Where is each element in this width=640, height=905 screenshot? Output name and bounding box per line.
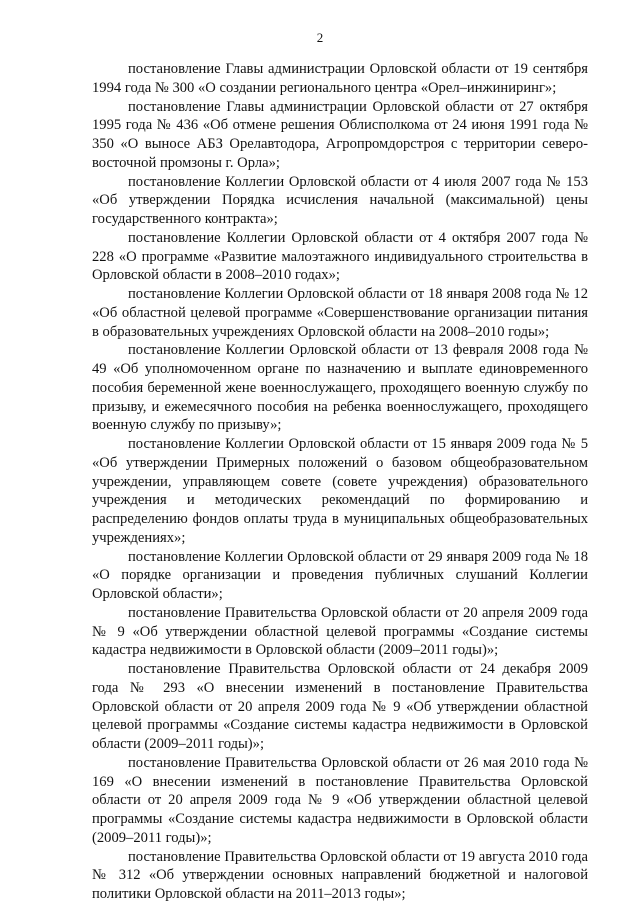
paragraph: постановление Коллегии Орловской области от 18 января 2008 года № 12 «Об областной целевой программе «Совершенствование организации питания в образовательных учреждениях Орловской области на 2008–2010 годы»; — [92, 286, 588, 340]
paragraph: постановление Коллегии Орловской области от 13 февраля 2008 года № 49 «Об уполномоченном органе по назначению и выплате единовременного пособия беременной жене военнослужащего, проходящего военную службу по призыву, и ежемесячного пособия на ребенка военнослужащего, проходящего военную службу по призыву»; — [92, 342, 588, 434]
paragraph: постановление Коллегии Орловской области от 4 октября 2007 года № 228 «О программе «Развитие малоэтажного индивидуального строительства в Орловской области в 2008–2010 годах»; — [92, 229, 588, 284]
paragraph: постановление Главы администрации Орловской области от 19 сентября 1994 года № 300 «О создании регионального центра «Орел–инжиниринг»; — [92, 61, 588, 96]
paragraph: постановление Коллегии Орловской области от 29 января 2009 года № 18 «О порядке организации и проведения публичных слушаний Коллегии Орловской области»; — [92, 548, 588, 602]
document-body — [92, 60, 588, 904]
paragraph: постановление Правительства Орловской области от 20 апреля 2009 года № 9 «Об утверждении областной целевой программы «Создание системы кадастра недвижимости в Орловской области (2009–2011 годы)»; — [92, 604, 588, 659]
page-number: 2 — [316, 30, 324, 45]
paragraph: постановление Правительства Орловской области от 19 августа 2010 года № 312 «Об утверждении основных направлений бюджетной и налоговой политики Орловской области на 2011–2013 годы»; — [92, 848, 588, 902]
paragraph: постановление Главы администрации Орловской области от 27 октября 1995 года № 436 «Об отмене решения Облисполкома от 24 июня 1991 года № 350 «О выносе АБЗ Орелавтодора, Агропромдорстроя с территории северо-восточной промзоны г. Орла»; — [92, 98, 588, 171]
paragraph: постановление Коллегии Орловской области от 15 января 2009 года № 5 «Об утверждении Примерных положений о базовом общеобразовательном учреждении, управляющем совете (совете учреждения) образовательного учреждения и методических рекомендаций по формированию и распределению фондов оплаты труда в муниципальных общеобразовательных учреждениях»; — [92, 436, 588, 546]
paragraph: постановление Правительства Орловской области от 24 декабря 2009 года № 293 «О внесении изменений в постановление Правительства Орловской области от 20 апреля 2009 года № 9 «Об утверждении областной целевой программы «Создание системы кадастра недвижимости в Орловской области (2009–2011 годы)»; — [92, 661, 588, 752]
paragraph: постановление Коллегии Орловской области от 4 июля 2007 года № 153 «Об утверждении Порядка исчисления начальной (максимальной) цены государственного контракта»; — [92, 173, 588, 227]
paragraph: постановление Правительства Орловской области от 26 мая 2010 года № 169 «О внесении изменений в постановление Правительства Орловской области от 20 апреля 2009 года № 9 «Об утверждении областной целевой программы «Создание системы кадастра недвижимости в Орловской области (2009–2011 годы)»; — [92, 754, 588, 846]
